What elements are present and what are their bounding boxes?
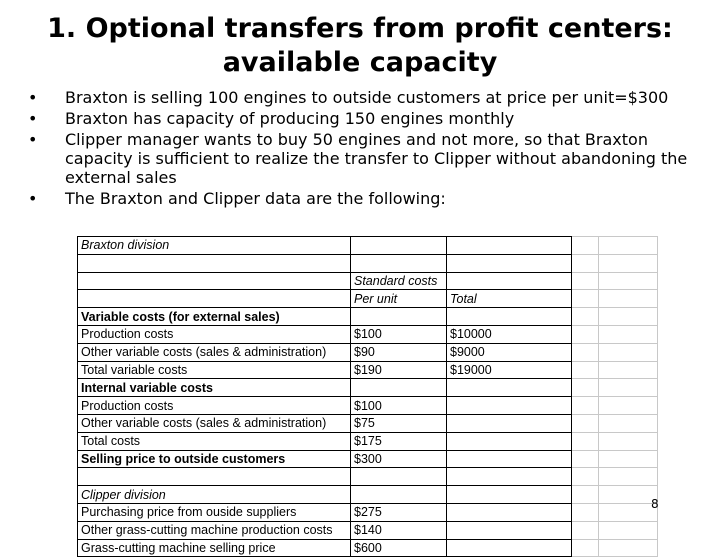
table-cell: Purchasing price from ouside suppliers xyxy=(78,503,351,521)
table-cell xyxy=(447,486,572,504)
table-cell xyxy=(572,450,599,468)
table-cell: Total xyxy=(447,290,572,308)
page-number: 8 xyxy=(651,497,659,511)
table-cell xyxy=(572,432,599,450)
table-row xyxy=(78,254,658,272)
table-row xyxy=(78,272,658,290)
table-cell xyxy=(572,379,599,397)
table-cell xyxy=(447,432,572,450)
table-cell xyxy=(447,397,572,415)
table-row xyxy=(78,414,658,432)
table-cell xyxy=(599,308,658,326)
bullet-item: • Clipper manager wants to buy 50 engines and not more, so that Braxton capacity is sufficient to realize the transfer to Clipper without abandoning the external sales xyxy=(28,130,708,187)
table-row xyxy=(78,290,658,308)
table-cell xyxy=(599,237,658,255)
table-cell xyxy=(599,450,658,468)
table-row xyxy=(78,379,658,397)
table-cell: $175 xyxy=(351,432,447,450)
table-row xyxy=(78,237,658,255)
table-cell xyxy=(572,343,599,361)
table-row xyxy=(78,432,658,450)
cost-table xyxy=(77,236,658,557)
table-cell: $275 xyxy=(351,503,447,521)
table-cell xyxy=(447,539,572,557)
table-cell: $75 xyxy=(351,414,447,432)
table-cell xyxy=(447,254,572,272)
table-cell: $140 xyxy=(351,521,447,539)
table-cell: Grass-cutting machine selling price xyxy=(78,539,351,557)
table-cell xyxy=(351,486,447,504)
table-cell: Selling price to outside customers xyxy=(78,450,351,468)
table-cell: Variable costs (for external sales) xyxy=(78,308,351,326)
slide-title-line2: available capacity xyxy=(222,47,498,78)
table-cell xyxy=(447,468,572,486)
bullet-list xyxy=(28,88,708,210)
table-cell xyxy=(572,254,599,272)
table-row xyxy=(78,539,658,557)
table-cell xyxy=(599,486,658,504)
table-cell: $10000 xyxy=(447,325,572,343)
table-cell: Other variable costs (sales & administration) xyxy=(78,343,351,361)
table-cell xyxy=(572,308,599,326)
table-cell: Production costs xyxy=(78,325,351,343)
table-cell xyxy=(599,521,658,539)
table-cell: Other grass-cutting machine production costs xyxy=(78,521,351,539)
table-cell xyxy=(447,450,572,468)
table-cell xyxy=(599,254,658,272)
table-cell xyxy=(599,361,658,379)
table-cell: Total costs xyxy=(78,432,351,450)
table-cell xyxy=(572,468,599,486)
table-cell xyxy=(599,272,658,290)
table-cell xyxy=(599,432,658,450)
table-cell xyxy=(572,325,599,343)
table-cell xyxy=(572,539,599,557)
table-cell xyxy=(447,272,572,290)
table-row xyxy=(78,521,658,539)
table-cell xyxy=(599,414,658,432)
bullet-item: • The Braxton and Clipper data are the following: xyxy=(28,189,708,208)
table-row xyxy=(78,450,658,468)
table-cell xyxy=(351,468,447,486)
table-cell xyxy=(351,237,447,255)
table-row xyxy=(78,325,658,343)
table-cell xyxy=(78,290,351,308)
table-cell xyxy=(447,308,572,326)
table-cell: $19000 xyxy=(447,361,572,379)
table-cell xyxy=(572,237,599,255)
table-cell: Internal variable costs xyxy=(78,379,351,397)
table-cell xyxy=(78,254,351,272)
table-cell: $90 xyxy=(351,343,447,361)
table-cell xyxy=(572,272,599,290)
table-cell: $190 xyxy=(351,361,447,379)
table-cell xyxy=(447,379,572,397)
table-cell: Braxton division xyxy=(78,237,351,255)
table-cell xyxy=(599,539,658,557)
table-cell: Standard costs xyxy=(351,272,447,290)
table-cell: $600 xyxy=(351,539,447,557)
table-cell xyxy=(447,503,572,521)
table-cell xyxy=(572,361,599,379)
table-cell: Per unit xyxy=(351,290,447,308)
table-cell: Total variable costs xyxy=(78,361,351,379)
slide-title xyxy=(0,12,720,80)
table-cell xyxy=(599,503,658,521)
table-cell xyxy=(572,503,599,521)
table-cell: $9000 xyxy=(447,343,572,361)
table-row xyxy=(78,468,658,486)
table-cell: $100 xyxy=(351,325,447,343)
table-cell xyxy=(78,468,351,486)
table-cell xyxy=(78,272,351,290)
table-cell: $100 xyxy=(351,397,447,415)
table-cell xyxy=(351,308,447,326)
table-cell xyxy=(447,414,572,432)
table-cell xyxy=(572,290,599,308)
table-cell: Other variable costs (sales & administration) xyxy=(78,414,351,432)
table-row xyxy=(78,343,658,361)
bullet-item: • Braxton is selling 100 engines to outside customers at price per unit=$300 xyxy=(28,88,708,107)
table-cell xyxy=(351,254,447,272)
table-cell xyxy=(447,521,572,539)
table-cell xyxy=(599,325,658,343)
table-cell xyxy=(447,237,572,255)
table-cell xyxy=(599,397,658,415)
table-cell xyxy=(599,379,658,397)
table-cell xyxy=(599,290,658,308)
table-row xyxy=(78,503,658,521)
table-row xyxy=(78,361,658,379)
table-cell xyxy=(351,379,447,397)
table-row xyxy=(78,486,658,504)
table-cell xyxy=(599,468,658,486)
table-cell: Production costs xyxy=(78,397,351,415)
table-cell: Clipper division xyxy=(78,486,351,504)
table-cell: $300 xyxy=(351,450,447,468)
slide-title-line1: 1. Optional transfers from profit centers: xyxy=(47,13,673,44)
bullet-item: • Braxton has capacity of producing 150 engines monthly xyxy=(28,109,708,128)
table-row xyxy=(78,397,658,415)
table-cell xyxy=(572,486,599,504)
table-cell xyxy=(572,397,599,415)
table-cell xyxy=(572,414,599,432)
table-cell xyxy=(572,521,599,539)
table-row xyxy=(78,308,658,326)
table-cell xyxy=(599,343,658,361)
